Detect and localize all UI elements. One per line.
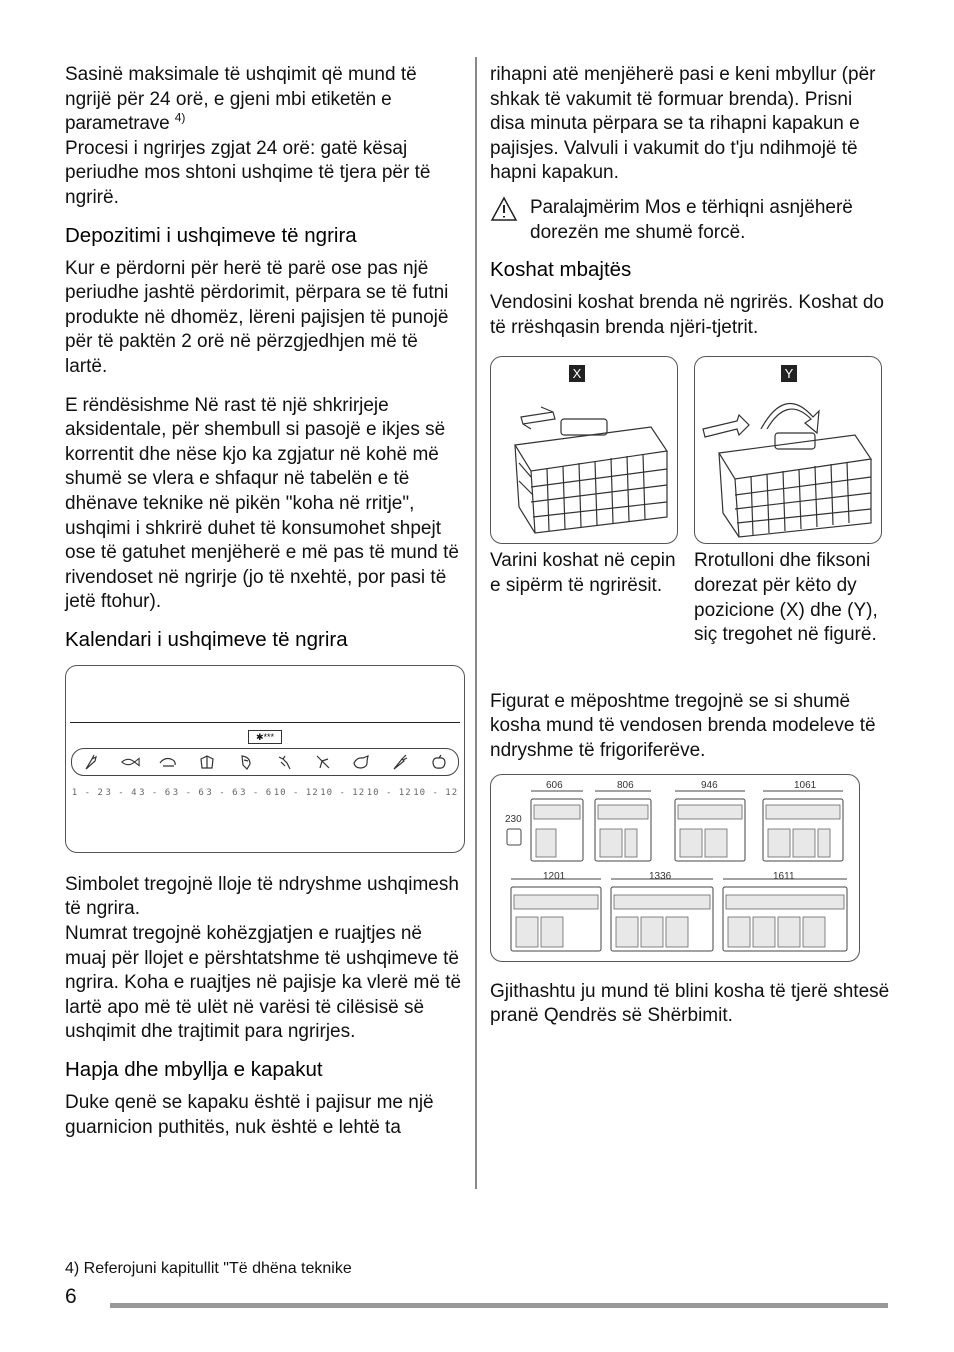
meat-icon <box>236 753 256 771</box>
months-label: 3 - 4 <box>105 787 138 798</box>
footer-rule <box>110 1303 888 1308</box>
heading-deposit: Depozitimi i ushqimeve të ngrira <box>65 223 357 247</box>
months-label: 3 - 6 <box>206 787 239 798</box>
vegetable-icon <box>390 753 410 771</box>
model-width-label: 946 <box>701 779 718 791</box>
poultry-icon <box>313 753 333 771</box>
caption-x: Varini koshat në cepin e sipërm të ngrirësit. <box>490 550 676 596</box>
important-label: E rëndësishme <box>65 394 190 416</box>
term-label: etiketën e parametrave <box>65 88 392 135</box>
food-icon-strip <box>71 748 459 776</box>
storage-months-row <box>71 781 459 806</box>
dessert-icon <box>81 753 101 771</box>
heading-baskets: Koshat mbajtës <box>490 258 632 282</box>
months-label: 3 - 6 <box>139 787 172 798</box>
model-width-label: 1611 <box>773 870 795 882</box>
footnote: 4) Referojuni kapitullit "Të dhëna teknike <box>65 1260 352 1277</box>
months-label: 10 - 12 <box>413 787 459 798</box>
model-width-label: 1336 <box>649 870 672 882</box>
buy-paragraph: Gjithashtu ju mund të blini kosha të tjerë shtesë pranë Qendrës së Shërbimit. <box>490 980 890 1027</box>
game-icon <box>274 753 294 771</box>
model-width-label: 1061 <box>794 779 817 791</box>
footnote-ref: 4) <box>174 110 186 125</box>
baskets-paragraph: Vendosini koshat brenda në ngrirës. Koshat do të rrëshqasin brenda njëri-tjetrit. <box>490 292 884 338</box>
important-paragraph: E rëndësishme Në rast të një shkrirjeje aksidentale, për shembull si pasojë e ikjes së korrentit dhe nëse kjo ka zgjatur në kohë më shumë se vlera e shfaqur në tabelën e të dhënave teknike në pikën "koha në rritje", ushqimi i shkrirë duhet të konsumohet shpejt ose të gatuhet menjëherë e më pas të mund të rivendoset në ngrirje (jo të nxehtë, por pasi të jetë ftohur). <box>65 394 459 613</box>
model-width-label: 1201 <box>543 870 566 882</box>
months-label: 1 - 2 <box>71 787 104 798</box>
fruit-icon <box>429 753 449 771</box>
frozen-food-calendar <box>65 665 465 853</box>
basket-figure-y <box>694 356 882 647</box>
warning-block: Paralajmërim Mos e tërhiqni asnjëherë dorezën me shumë forcë. <box>490 196 890 245</box>
warning-label: Paralajmërim <box>530 196 640 218</box>
right-column <box>490 63 890 1039</box>
left-column <box>65 63 465 1150</box>
basket-illustration-x <box>490 356 678 544</box>
fish-icon <box>120 753 140 771</box>
column-divider <box>475 57 477 1189</box>
figure-tag-x: X <box>569 365 585 382</box>
basket-illustration-y <box>694 356 882 544</box>
bread-icon <box>197 753 217 771</box>
deposit-paragraph: Kur e përdorni për herë të parë ose pas një periudhe jashtë përdorimit, përpara se të futni produkte në dhomëz, lëreni pajisjen të punojë për të paktën 2 orë në përzgjedhjen më të lartë. <box>65 257 449 377</box>
basket-layout-diagram <box>491 775 859 961</box>
rotate-handle-icon <box>695 357 881 543</box>
models-paragraph: Figurat e mëposhtme tregojnë se si shumë kosha mund të vendosen brenda modeleve të ndryshme të frigoriferëve. <box>490 690 876 761</box>
months-label: 3 - 6 <box>172 787 205 798</box>
months-label: 3 - 6 <box>240 787 273 798</box>
figure-tag-y: Y <box>781 365 797 382</box>
warning-triangle-icon <box>490 196 518 230</box>
lid-paragraph-continued: rihapni atë menjëherë pasi e keni mbyllur (për shkak të vakumit të formuar brenda). Prisni disa minuta përpara se ta rihapni kapakun e pajisjes. Valvuli i vakumit do t'ju ndihmojë të hapni kapakun. <box>490 64 876 184</box>
basket-height-label: 230 <box>505 813 522 825</box>
caption-y: Rrotulloni dhe fiksoni dorezat për këto dy pozicione (X) dhe (Y), siç tregohet në figurë. <box>694 550 878 646</box>
hanging-basket-icon <box>491 357 677 543</box>
months-label: 10 - 12 <box>320 787 366 798</box>
model-width-label: 806 <box>617 779 634 791</box>
seafood-icon <box>158 753 178 771</box>
intro-paragraph: Sasinë maksimale të ushqimit që mund të ngrijë për 24 orë, e gjeni mbi etiketën e parametrave $^{4)}$ Procesi i ngrirjes zgjat 24 orë: gatë kësaj periudhe mos shtoni ushqime të tjera për të ngrirë. <box>65 64 431 208</box>
heading-lid: Hapja dhe mbyllja e kapakut <box>65 1058 323 1082</box>
months-label: 10 - 12 <box>366 787 412 798</box>
basket-figures <box>490 356 890 647</box>
page-number: 6 <box>65 1285 77 1308</box>
months-label: 10 - 12 <box>273 787 319 798</box>
lid-paragraph: Duke qenë se kapaku është i pajisur me një guarnicion puthitës, nuk është e lehtë ta <box>65 1092 434 1138</box>
calendar-rule <box>70 722 460 724</box>
freezer-models-diagram <box>490 774 860 962</box>
pork-icon <box>351 753 371 771</box>
basket-figure-x <box>490 356 678 647</box>
freezer-star-badge: ✱*** <box>248 730 282 744</box>
model-width-label: 606 <box>546 779 563 791</box>
symbols-paragraph: Simbolet tregojnë lloje të ndryshme ushqimesh të ngrira. Numrat tregojnë kohëzgjatjen e ruajtjes në muaj për llojet e përshtatshme të ushqimeve të ngrira. Koha e ruajtjes në pajisje ka vlerë më të lartë apo më të ulët në varësi të cilësisë së ushqimit dhe trajtimit para ngrirjes. <box>65 873 462 1043</box>
heading-calendar: Kalendari i ushqimeve të ngrira <box>65 627 348 651</box>
